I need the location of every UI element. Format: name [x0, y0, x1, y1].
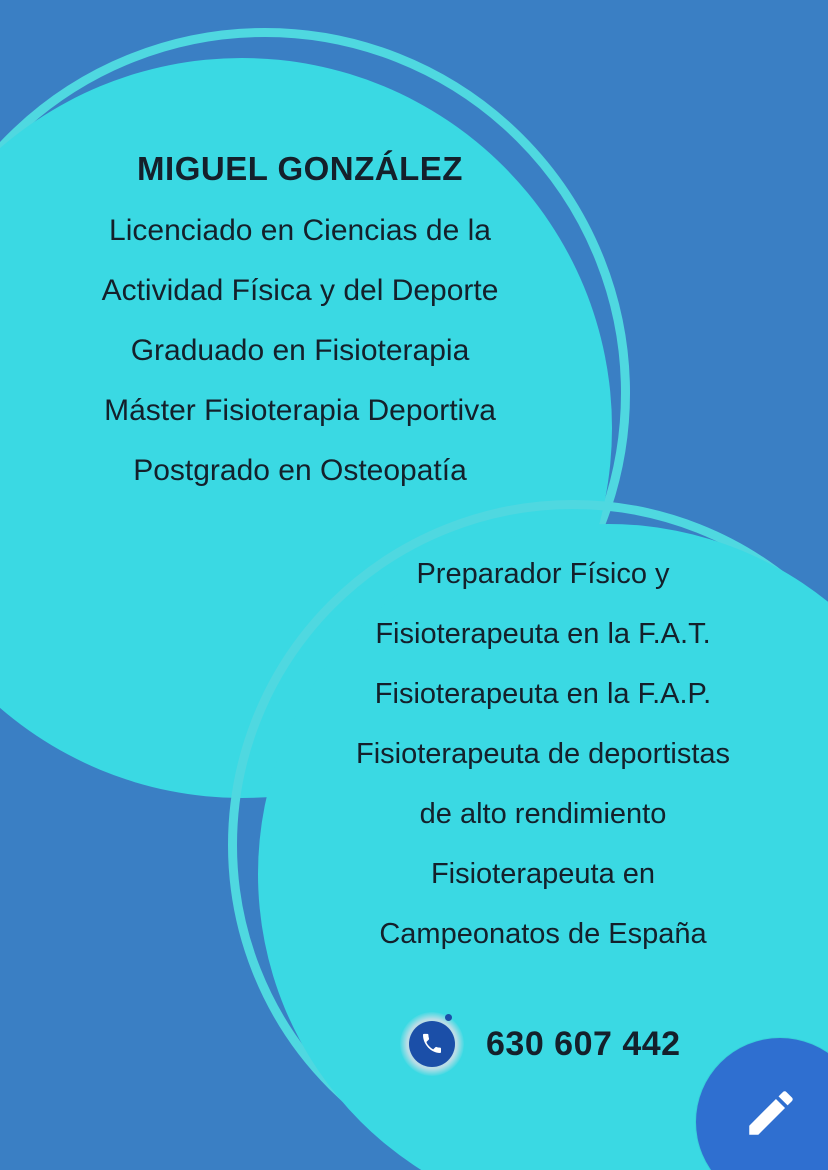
experience-block — [258, 560, 828, 980]
credential-line: Actividad Física y del Deporte — [101, 274, 499, 307]
experience-line: Campeonatos de España — [379, 918, 707, 950]
experience-line: de alto rendimiento — [419, 798, 667, 830]
credential-line: Licenciado en Ciencias de la — [109, 214, 491, 247]
phone-row[interactable] — [400, 1012, 681, 1076]
phone-icon — [400, 1012, 464, 1076]
credentials-block — [0, 150, 600, 516]
experience-line: Fisioterapeuta en la F.A.P. — [374, 678, 712, 710]
experience-line: Fisioterapeuta en — [430, 858, 656, 890]
pencil-icon — [742, 1084, 800, 1142]
experience-line: Preparador Físico y — [416, 558, 670, 590]
credential-line: Máster Fisioterapia Deportiva — [104, 394, 496, 427]
experience-line: Fisioterapeuta de deportistas — [356, 738, 730, 770]
phone-icon-dot — [445, 1014, 452, 1021]
experience-line: Fisioterapeuta en la F.A.T. — [375, 618, 711, 650]
phone-icon-disc — [409, 1021, 455, 1067]
phone-number[interactable]: 630 607 442 — [486, 1024, 681, 1063]
person-name: MIGUEL GONZÁLEZ — [137, 150, 463, 187]
credential-line: Postgrado en Osteopatía — [133, 454, 467, 487]
credential-line: Graduado en Fisioterapia — [130, 334, 470, 367]
